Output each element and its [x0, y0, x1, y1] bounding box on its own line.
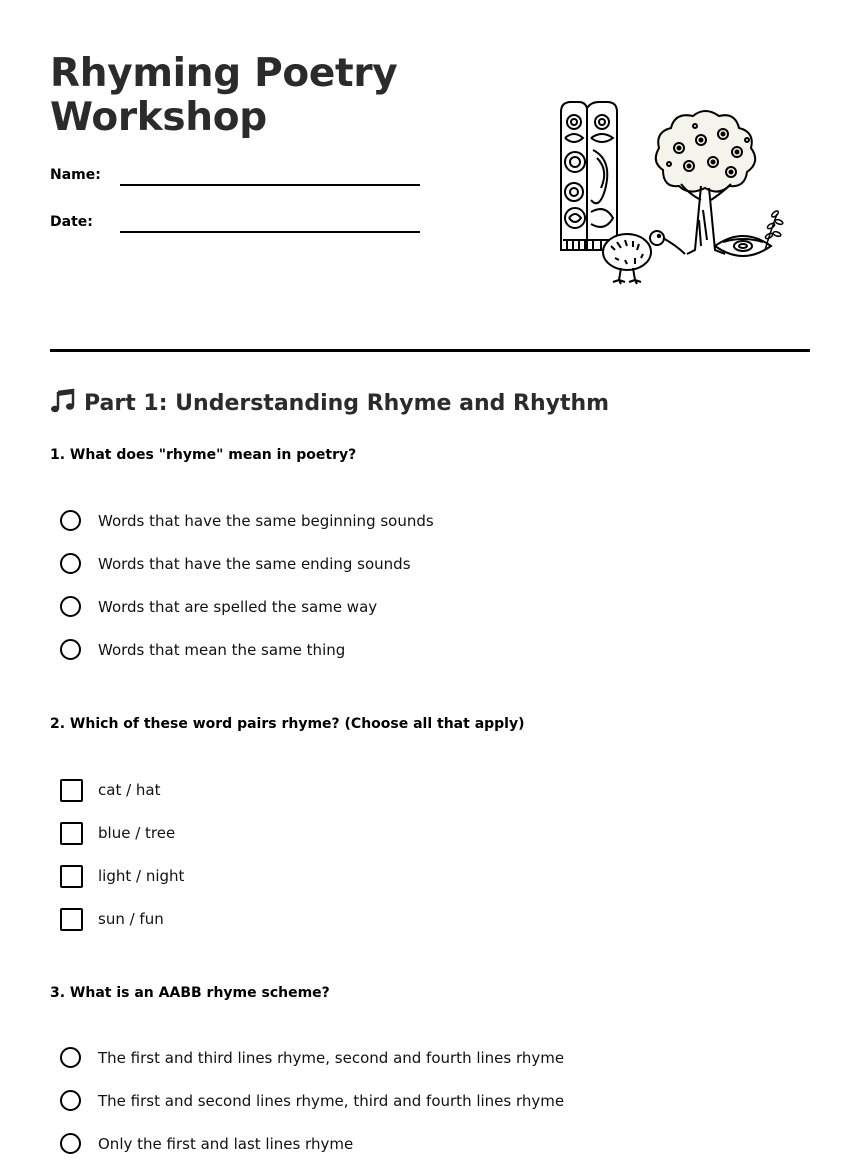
q2-option-3[interactable] — [60, 864, 760, 890]
q2-option-1[interactable] — [60, 778, 760, 804]
q1-option-4[interactable] — [60, 638, 760, 664]
part1-heading — [50, 388, 609, 420]
q1-option-2[interactable] — [60, 552, 760, 578]
header-illustration — [555, 100, 790, 285]
q2-option-4[interactable] — [60, 907, 760, 933]
option-label: light / night — [98, 867, 185, 885]
option-label: Only the first and last lines rhyme — [98, 1135, 354, 1153]
option-label: Words that have the same ending sounds — [98, 555, 411, 573]
name-field-row — [50, 165, 422, 195]
q1-option-3[interactable] — [60, 595, 760, 621]
q3-option-1[interactable] — [60, 1046, 760, 1072]
checkbox[interactable] — [60, 908, 83, 931]
option-label: sun / fun — [98, 910, 164, 928]
name-field[interactable] — [120, 184, 420, 186]
fern-sprig-icon — [765, 210, 784, 250]
worksheet-title — [50, 52, 397, 140]
radio-button[interactable] — [60, 639, 81, 660]
carved-pillar-icon — [561, 102, 617, 250]
option-label: The first and third lines rhyme, second and fourth lines rhyme — [98, 1049, 565, 1067]
option-label: blue / tree — [98, 824, 176, 842]
checkbox[interactable] — [60, 865, 83, 888]
date-field[interactable] — [120, 231, 420, 233]
question-2: 2. Which of these word pairs rhyme? (Choose all that apply) — [50, 716, 525, 732]
q3-option-3[interactable] — [60, 1132, 760, 1158]
kiwi-bird-icon — [603, 231, 685, 284]
q2-option-2[interactable] — [60, 821, 760, 847]
name-label: Name: — [50, 167, 101, 183]
section-divider — [50, 349, 810, 352]
radio-button[interactable] — [60, 1133, 81, 1154]
radio-button[interactable] — [60, 1090, 81, 1111]
q3-option-2[interactable] — [60, 1089, 760, 1115]
title-line-2: Workshop — [50, 95, 267, 140]
part1-heading-text: Part 1: Understanding Rhyme and Rhythm — [84, 391, 610, 416]
pohutukawa-tree-icon — [656, 111, 755, 254]
question-3: 3. What is an AABB rhyme scheme? — [50, 985, 330, 1001]
radio-button[interactable] — [60, 1047, 81, 1068]
radio-button[interactable] — [60, 553, 81, 574]
option-label: Words that are spelled the same way — [98, 598, 378, 616]
option-label: cat / hat — [98, 781, 161, 799]
music-note-icon — [50, 388, 76, 414]
title-line-1: Rhyming Poetry — [50, 51, 398, 96]
date-label: Date: — [50, 214, 93, 230]
option-label: The first and second lines rhyme, third and fourth lines rhyme — [98, 1092, 565, 1110]
checkbox[interactable] — [60, 779, 83, 802]
option-label: Words that have the same beginning sounds — [98, 512, 434, 530]
radio-button[interactable] — [60, 596, 81, 617]
question-1: 1. What does "rhyme" mean in poetry? — [50, 447, 357, 463]
option-label: Words that mean the same thing — [98, 641, 346, 659]
date-field-row — [50, 212, 422, 242]
q1-option-1[interactable] — [60, 509, 760, 535]
radio-button[interactable] — [60, 510, 81, 531]
checkbox[interactable] — [60, 822, 83, 845]
